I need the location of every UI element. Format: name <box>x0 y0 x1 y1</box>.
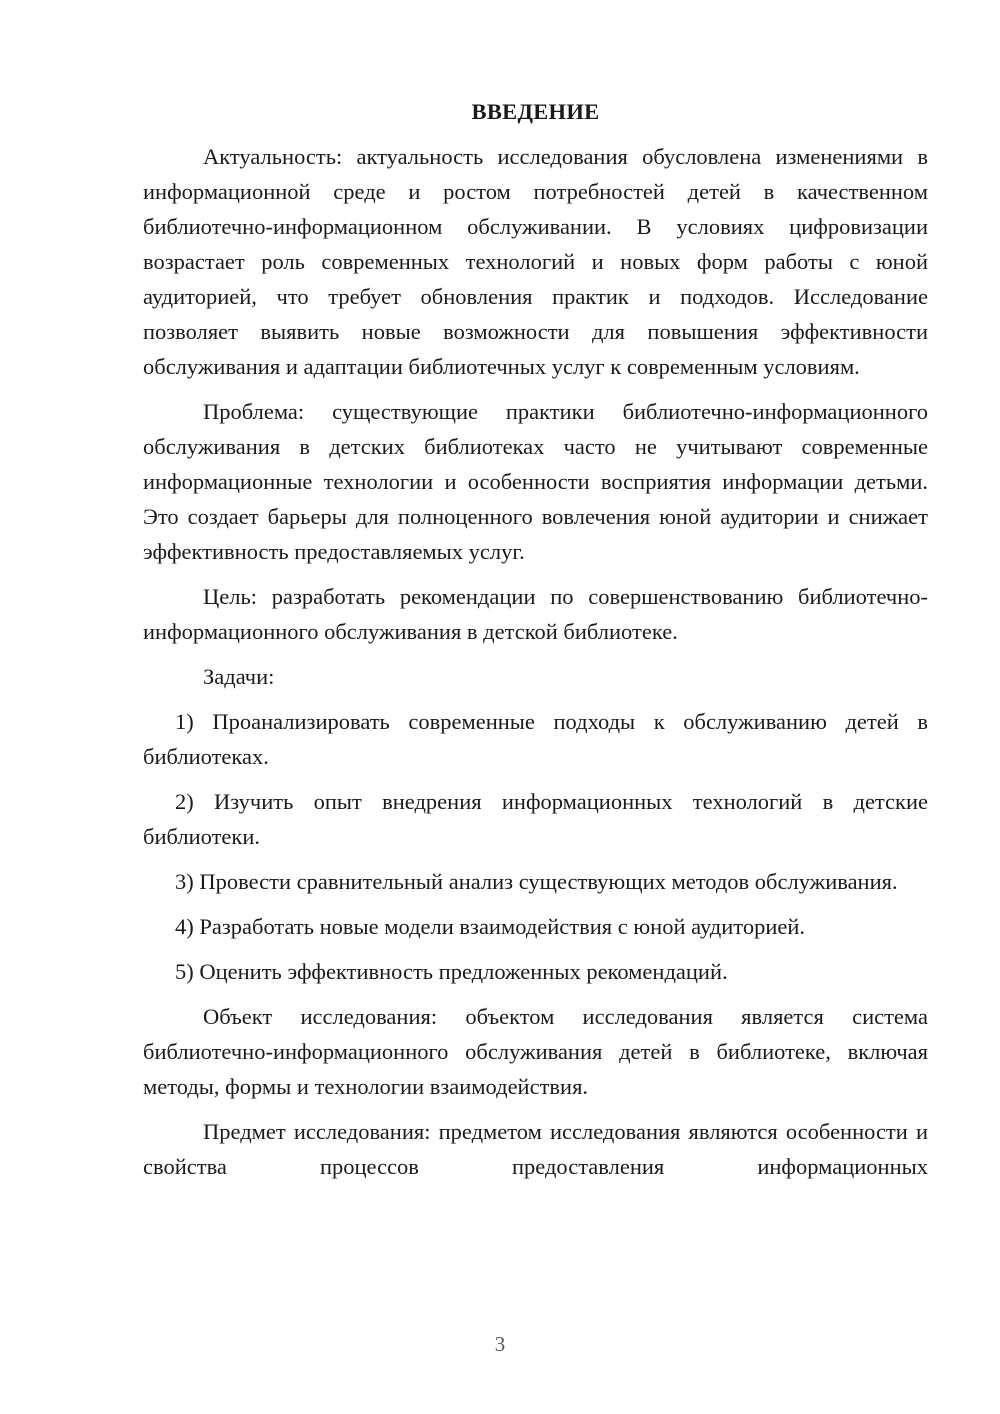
subject-paragraph: Предмет исследования: предметом исследования являются особенности и свойства процессов предоставления информационных <box>143 1119 928 1179</box>
task-item-5: 5) Оценить эффективность предложенных рекомендаций. <box>175 959 728 984</box>
document-body <box>143 94 928 1194</box>
section-heading: ВВЕДЕНИЕ <box>471 99 600 124</box>
object-paragraph: Объект исследования: объектом исследования является система библиотечно-информационного обслуживания детей в библиотеке, включая методы, формы и технологии взаимодействия. <box>143 1004 928 1099</box>
task-item-1: 1) Проанализировать современные подходы к обслуживанию детей в библиотеках. <box>143 709 928 769</box>
tasks-heading: Задачи: <box>203 664 275 689</box>
task-item-3: 3) Провести сравнительный анализ существующих методов обслуживания. <box>175 869 898 894</box>
relevance-paragraph: Актуальность: актуальность исследования обусловлена изменениями в информационной среде и ростом потребностей детей в качественном библиотечно-информационном обслуживании. В условиях цифровизации возрастает роль современных технологий и новых форм работы с юной аудиторией, что требует обновления практик и подходов. Исследование позволяет выявить новые возможности для повышения эффективности обслуживания и адаптации библиотечных услуг к современным условиям. <box>143 144 928 379</box>
goal-paragraph: Цель: разработать рекомендации по совершенствованию библиотечно-информационного обслуживания в детской библиотеке. <box>143 584 928 644</box>
task-item-2: 2) Изучить опыт внедрения информационных технологий в детские библиотеки. <box>143 789 928 849</box>
page-number: 3 <box>494 1332 506 1356</box>
problem-paragraph: Проблема: существующие практики библиотечно-информационного обслуживания в детских библиотеках часто не учитывают современные информационные технологии и особенности восприятия информации детьми. Это создает барьеры для полноценного вовлечения юной аудитории и снижает эффективность предоставляемых услуг. <box>143 399 928 564</box>
task-item-4: 4) Разработать новые модели взаимодействия с юной аудиторией. <box>175 914 806 939</box>
